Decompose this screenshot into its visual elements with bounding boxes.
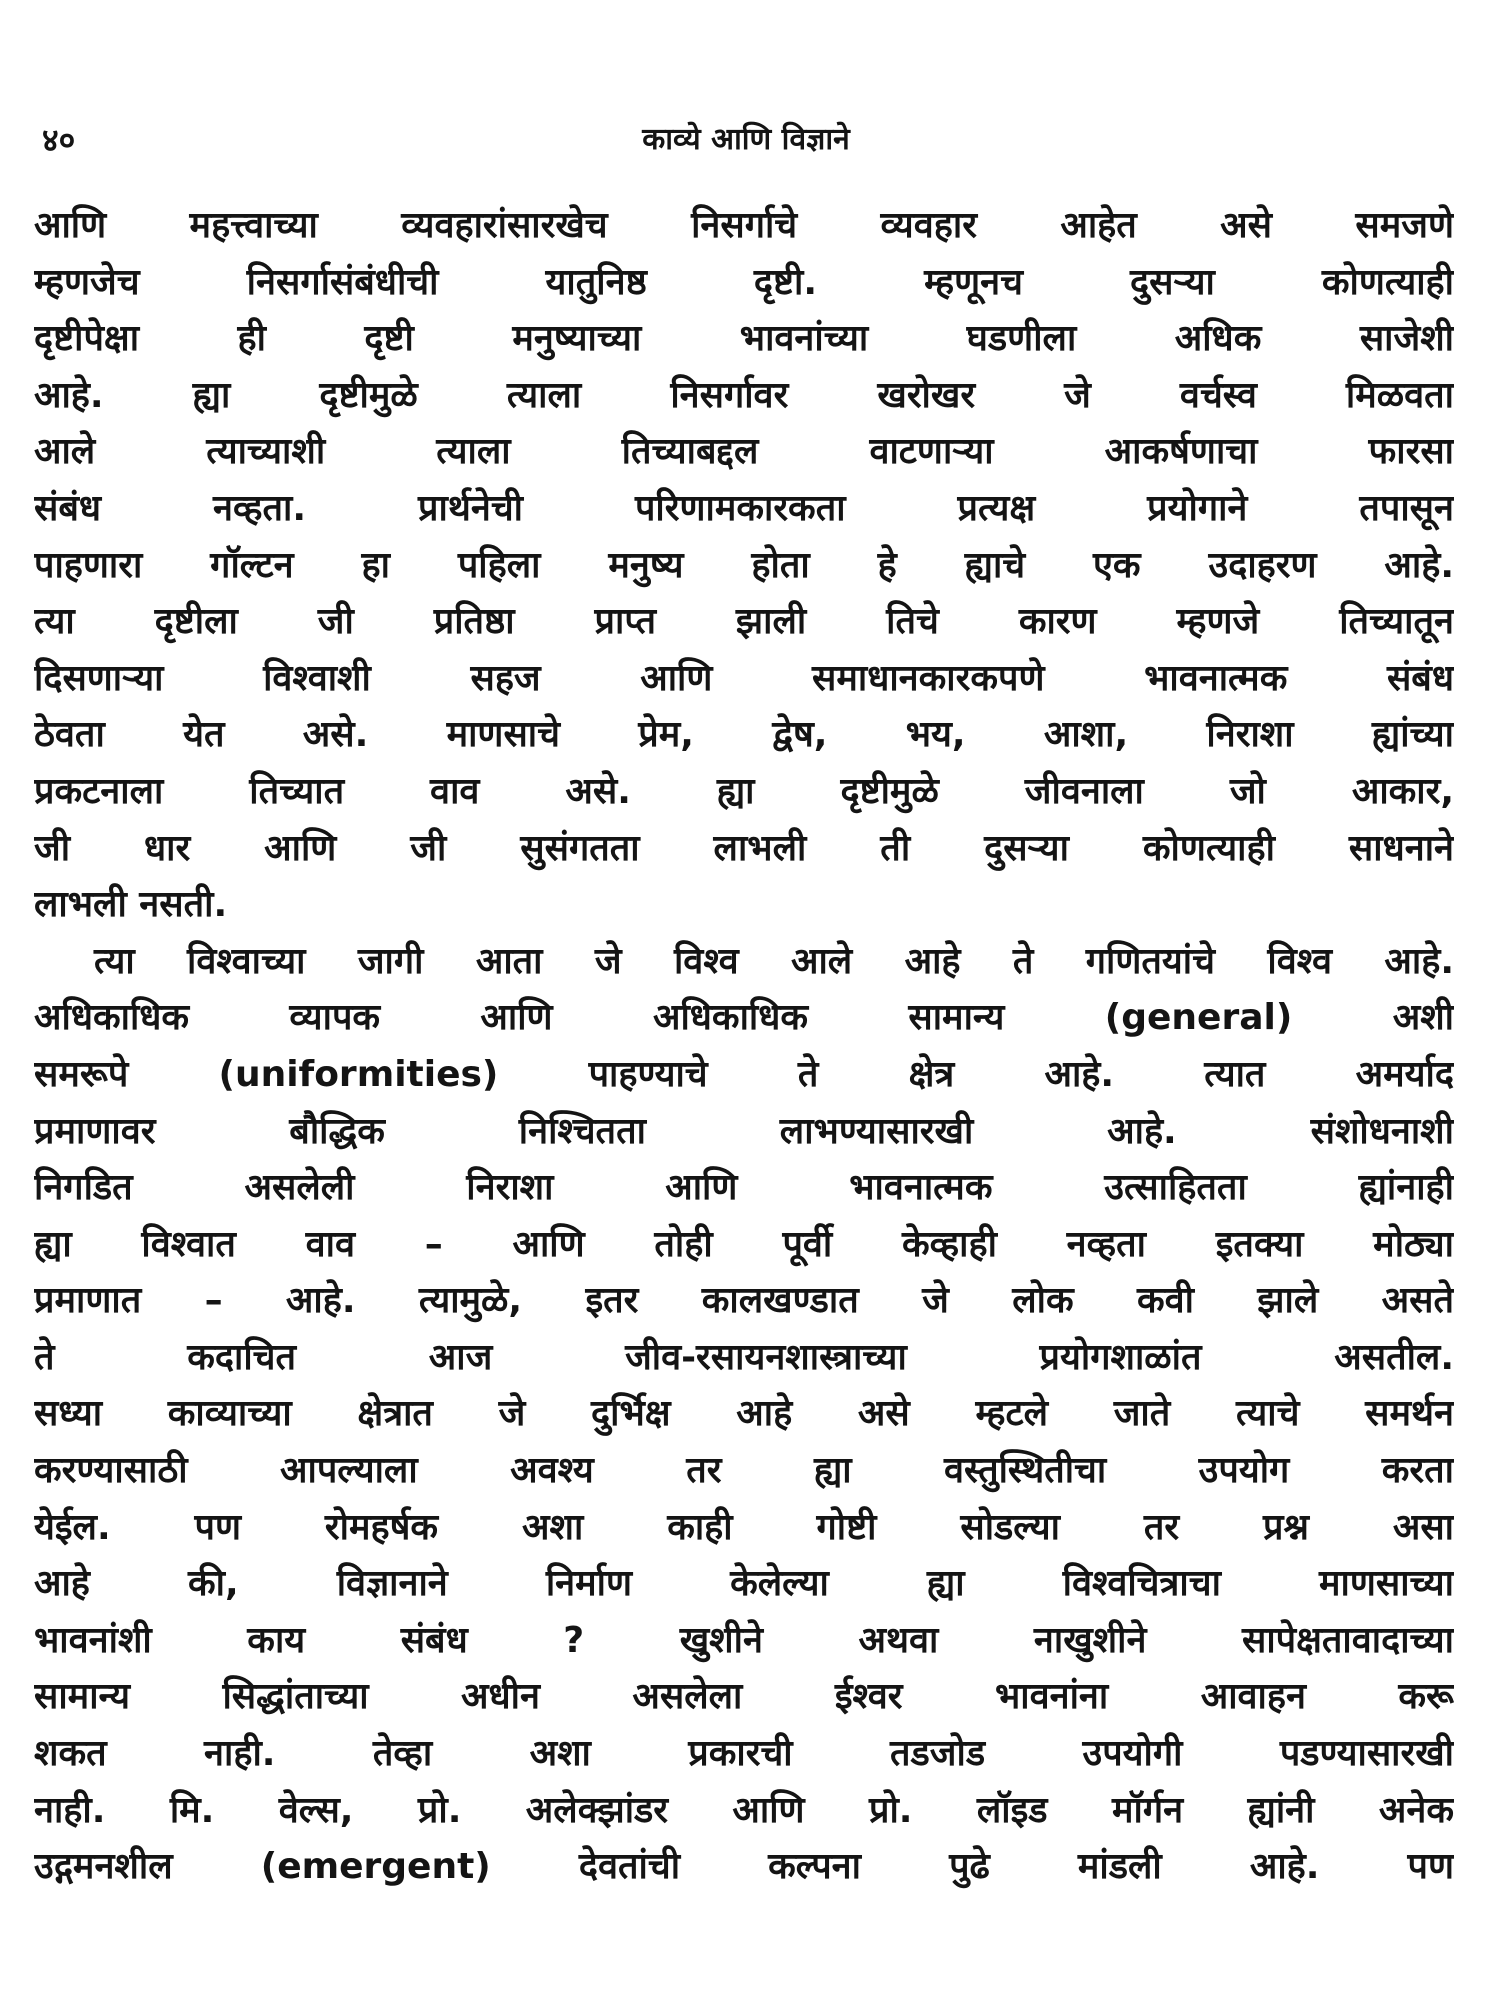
text-line: निगडित असलेली निराशा आणि भावनात्मक उत्साहितता ह्यांनाही (34, 1167, 1454, 1209)
text-line: अधिकाधिक व्यापक आणि अधिकाधिक सामान्य (general) अशी (34, 997, 1454, 1039)
text-line: भावनांशी काय संबंध ? खुशीने अथवा नाखुशीने सापेक्षतावादाच्या (34, 1619, 1454, 1661)
text-line: पाहणारा गॉल्टन हा पहिला मनुष्य होता हे ह्याचे एक उदाहरण आहे. (34, 544, 1454, 586)
text-line: ते कदाचित आज जीव-रसायनशास्त्राच्या प्रयोगशाळांत असतील. (34, 1336, 1454, 1378)
text-line: प्रमाणात – आहे. त्यामुळे, इतर कालखण्डात जे लोक कवी झाले असते (34, 1280, 1454, 1322)
text-line: सध्या काव्याच्या क्षेत्रात जे दुर्भिक्ष आहे असे म्हटले जाते त्याचे समर्थन (34, 1393, 1454, 1435)
text-line: म्हणजेच निसर्गासंबंधीची यातुनिष्ठ दृष्टी. म्हणूनच दुसऱ्या कोणत्याही (34, 261, 1454, 303)
text-line: आणि महत्त्वाच्या व्यवहारांसारखेच निसर्गाचे व्यवहार आहेत असे समजणे (34, 205, 1454, 246)
text-line: दिसणाऱ्या विश्वाशी सहज आणि समाधानकारकपणे भावनात्मक संबंध (34, 657, 1454, 699)
text-line: नाही. मि. वेल्स, प्रो. अलेक्झांडर आणि प्रो. लॉइड मॉर्गन ह्यांनी अनेक (34, 1789, 1454, 1831)
text-line: आहे. ह्या दृष्टीमुळे त्याला निसर्गावर खरोखर जे वर्चस्व मिळवता (34, 374, 1454, 416)
text-line: करण्यासाठी आपल्याला अवश्य तर ह्या वस्तुस्थितीचा उपयोग करता (34, 1450, 1454, 1492)
text-line: संबंध नव्हता. प्रार्थनेची परिणामकारकता प्रत्यक्ष प्रयोगाने तपासून (34, 487, 1454, 529)
text-line: त्या दृष्टीला जी प्रतिष्ठा प्राप्त झाली तिचे कारण म्हणजे तिच्यातून (34, 601, 1454, 643)
text-line: येईल. पण रोमहर्षक अशा काही गोष्टी सोडल्या तर प्रश्न असा (34, 1506, 1454, 1548)
text-line: प्रमाणावर बौद्धिक निश्चितता लाभण्यासारखी आहे. संशोधनाशी (34, 1110, 1454, 1152)
text-line: समरूपे (uniformities) पाहण्याचे ते क्षेत्र आहे. त्यात अमर्याद (34, 1053, 1454, 1095)
text-line: जी धार आणि जी सुसंगतता लाभली ती दुसऱ्या कोणत्याही साधनाने (34, 827, 1454, 869)
text-line: सामान्य सिद्धांताच्या अधीन असलेला ईश्वर भावनांना आवाहन करू (34, 1676, 1454, 1718)
text-line: ह्या विश्वात वाव – आणि तोही पूर्वी केव्हाही नव्हता इतक्या मोठ्या (34, 1223, 1454, 1265)
text-line: दृष्टीपेक्षा ही दृष्टी मनुष्याच्या भावनांच्या घडणीला अधिक साजेशी (34, 318, 1454, 360)
page-number: ४० (42, 121, 76, 159)
text-line: त्या विश्वाच्या जागी आता जे विश्व आले आहे ते गणितयांचे विश्व आहे. (94, 940, 1454, 982)
text-line: उद्गमनशील (emergent) देवतांची कल्पना पुढे मांडली आहे. पण (34, 1846, 1454, 1888)
body-text (34, 198, 1454, 1896)
text-line: शकत नाही. तेव्हा अशा प्रकारची तडजोड उपयोगी पडण्यासारखी (34, 1733, 1454, 1775)
running-header (42, 118, 1450, 162)
text-line: आले त्याच्याशी त्याला तिच्याबद्दल वाटणाऱ्या आकर्षणाचा फारसा (34, 431, 1454, 473)
text-line: लाभली नसती. (34, 884, 228, 926)
text-line: प्रकटनाला तिच्यात वाव असे. ह्या दृष्टीमुळे जीवनाला जो आकार, (34, 770, 1454, 812)
book-title: काव्ये आणि विज्ञाने (642, 122, 850, 157)
text-line: आहे की, विज्ञानाने निर्माण केलेल्या ह्या विश्वचित्राचा माणसाच्या (34, 1563, 1454, 1605)
text-line: ठेवता येत असे. माणसाचे प्रेम, द्वेष, भय, आशा, निराशा ह्यांच्या (34, 714, 1454, 756)
